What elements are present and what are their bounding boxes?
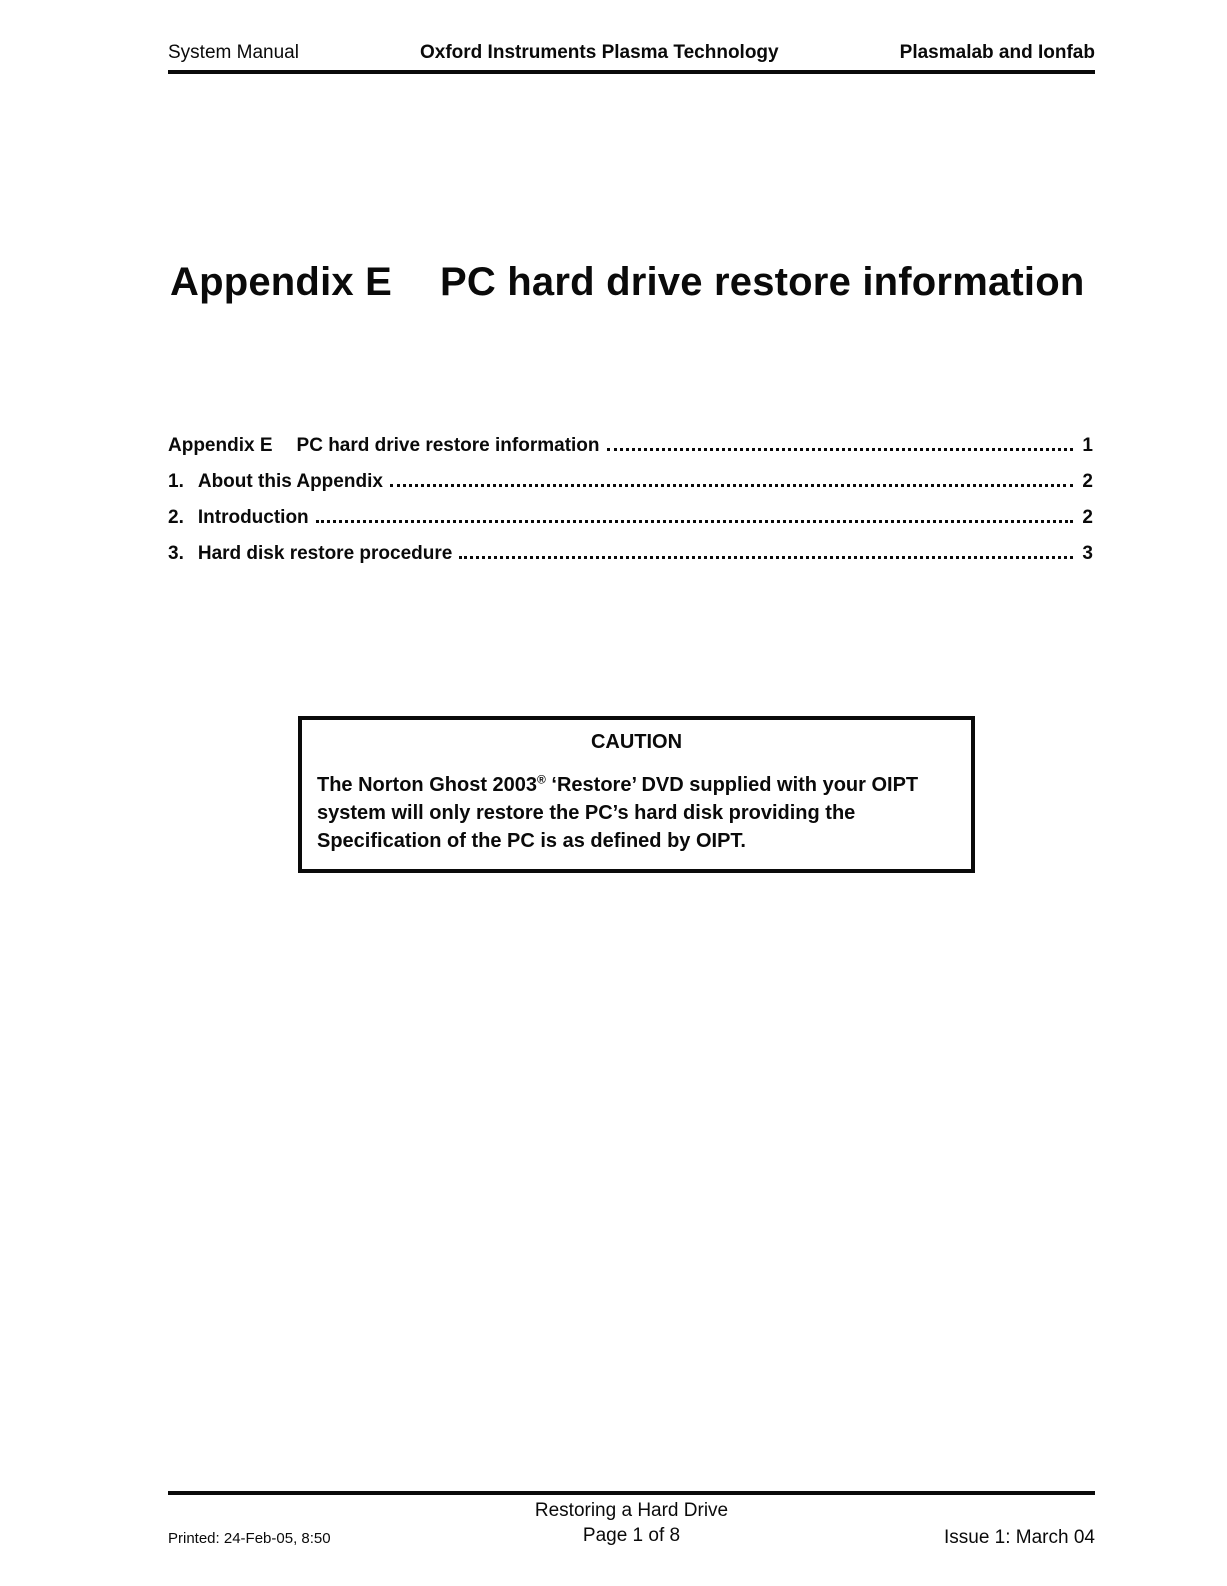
toc-entry-prefix: 3. (168, 543, 184, 564)
toc-dot-leader (459, 556, 1073, 559)
toc-entry (168, 500, 1093, 536)
header-manual-name: System Manual (168, 42, 299, 63)
caution-box (298, 716, 975, 873)
registered-trademark-symbol: ® (537, 772, 546, 787)
toc-entry-page-number: 2 (1082, 507, 1093, 528)
toc-entry-page-number: 3 (1082, 543, 1093, 564)
toc-entry (168, 464, 1093, 500)
toc-entry-title: Introduction (197, 507, 309, 528)
appendix-title-text: PC hard drive restore information (440, 260, 1085, 304)
toc-dot-leader (390, 484, 1074, 487)
caution-text-line2: system will only restore the PC’s hard disk providing the (317, 802, 856, 824)
toc-entry-prefix: 1. (168, 471, 184, 492)
caution-text-part2: ‘Restore’ DVD supplied with your OIPT (545, 774, 919, 796)
toc-entry-page-number: 1 (1082, 435, 1093, 456)
toc-entry (168, 428, 1093, 464)
caution-body-text (317, 771, 955, 855)
footer-issue-label: Issue 1: March 04 (943, 1527, 1095, 1548)
table-of-contents (168, 428, 1093, 572)
toc-entry-title: About this Appendix (197, 471, 383, 492)
toc-entry-title: Hard disk restore procedure (197, 543, 453, 564)
caution-text-line3: Specification of the PC is as defined by OIPT. (317, 830, 746, 852)
toc-entry-prefix: Appendix E (168, 435, 273, 456)
appendix-title (170, 260, 1085, 304)
toc-dot-leader (316, 520, 1074, 523)
caution-heading: CAUTION (590, 731, 683, 753)
footer-page-number: Page 1 of 8 (582, 1525, 681, 1546)
footer-printed-timestamp: Printed: 24-Feb-05, 8:50 (168, 1530, 331, 1547)
caution-text-part1: The Norton Ghost 2003 (317, 774, 538, 796)
toc-entry-title: PC hard drive restore information (296, 435, 600, 456)
header-company-name: Oxford Instruments Plasma Technology (420, 42, 779, 63)
appendix-title-label: Appendix E (170, 260, 393, 304)
page-footer (168, 1491, 1095, 1550)
toc-dot-leader (607, 448, 1074, 451)
footer-chapter-title: Restoring a Hard Drive (534, 1500, 729, 1521)
page-header (168, 42, 1095, 74)
toc-entry (168, 536, 1093, 572)
toc-entry-page-number: 2 (1082, 471, 1093, 492)
footer-bottom-row (168, 1524, 1095, 1550)
header-product-name: Plasmalab and Ionfab (899, 42, 1095, 63)
toc-entry-prefix: 2. (168, 507, 184, 528)
